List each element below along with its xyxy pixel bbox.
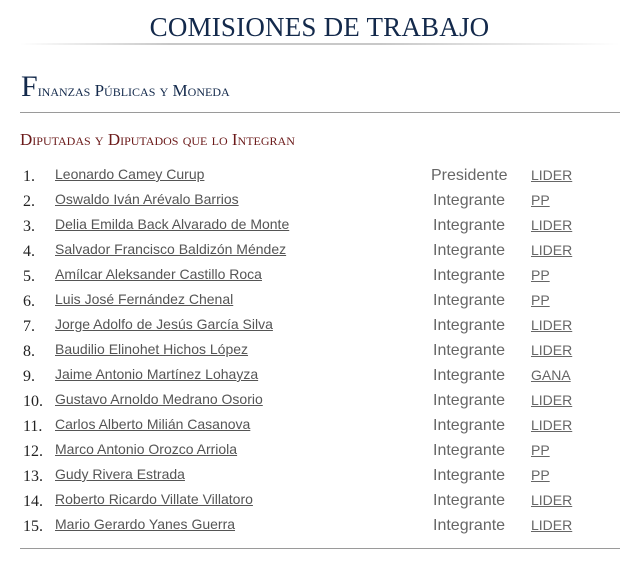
member-name-link[interactable]: Gustavo Arnoldo Medrano Osorio (55, 391, 263, 407)
member-role: Presidente (431, 167, 508, 184)
members-heading: Diputadas y Diputados que lo Integran (20, 130, 295, 149)
commission-name (21, 70, 230, 104)
member-name-link[interactable]: Gudy Rivera Estrada (55, 466, 185, 482)
member-row (0, 288, 639, 313)
member-row (0, 413, 639, 438)
member-role: Integrante (433, 217, 506, 234)
member-name-link[interactable]: Carlos Alberto Milián Casanova (55, 416, 251, 432)
member-role: Integrante (433, 242, 506, 259)
member-role: Integrante (433, 417, 506, 434)
member-name-link[interactable]: Amílcar Aleksander Castillo Roca (55, 266, 262, 282)
member-row (0, 313, 639, 338)
member-party-link[interactable]: LIDER (531, 342, 573, 358)
member-number: 8. (23, 343, 35, 360)
commission-name-rest: inanzas Públicas y Moneda (37, 81, 230, 100)
member-role: Integrante (433, 292, 506, 309)
member-role: Integrante (433, 192, 506, 209)
member-party-link[interactable]: PP (531, 267, 550, 283)
section-divider-top (20, 112, 620, 113)
member-name-link[interactable]: Baudilio Elinohet Hichos López (55, 341, 249, 357)
member-row (0, 263, 639, 288)
member-name-link[interactable]: Salvador Francisco Baldizón Méndez (55, 241, 287, 257)
member-number: 5. (23, 268, 35, 285)
member-role: Integrante (433, 442, 506, 459)
section-divider-bottom (20, 548, 620, 549)
member-row (0, 363, 639, 388)
member-row (0, 213, 639, 238)
member-name-link[interactable]: Marco Antonio Orozco Arriola (55, 441, 238, 457)
member-party-link[interactable]: LIDER (531, 317, 573, 333)
member-number: 4. (23, 243, 35, 260)
page-title: COMISIONES DE TRABAJO (149, 12, 490, 42)
member-party-link[interactable]: PP (531, 467, 550, 483)
member-row (0, 188, 639, 213)
member-role: Integrante (433, 317, 506, 334)
members-list (0, 163, 639, 538)
commission-name-initial: F (21, 70, 38, 103)
member-name-link[interactable]: Roberto Ricardo Villate Villatoro (55, 491, 253, 507)
member-role: Integrante (433, 367, 506, 384)
member-party-link[interactable]: PP (531, 292, 550, 308)
member-number: 3. (23, 218, 35, 235)
member-role: Integrante (433, 492, 506, 509)
member-party-link[interactable]: PP (531, 442, 550, 458)
member-name-link[interactable]: Leonardo Camey Curup (55, 166, 205, 182)
member-party-link[interactable]: LIDER (531, 392, 573, 408)
member-role: Integrante (433, 517, 506, 534)
member-number: 13. (23, 468, 43, 485)
member-number: 11. (23, 418, 43, 435)
member-party-link[interactable]: LIDER (531, 417, 573, 433)
member-role: Integrante (433, 267, 506, 284)
member-number: 7. (23, 318, 35, 335)
member-party-link[interactable]: LIDER (531, 517, 573, 533)
title-divider (20, 43, 620, 45)
member-name-link[interactable]: Mario Gerardo Yanes Guerra (55, 516, 236, 532)
member-role: Integrante (433, 467, 506, 484)
member-name-link[interactable]: Delia Emilda Back Alvarado de Monte (55, 216, 290, 232)
member-number: 2. (23, 193, 35, 210)
member-party-link[interactable]: GANA (531, 367, 571, 383)
member-number: 6. (23, 293, 35, 310)
member-row (0, 513, 639, 538)
member-party-link[interactable]: LIDER (531, 492, 573, 508)
member-number: 12. (23, 443, 43, 460)
member-row (0, 338, 639, 363)
member-row (0, 163, 639, 188)
member-row (0, 238, 639, 263)
member-row (0, 438, 639, 463)
member-name-link[interactable]: Luis José Fernández Chenal (55, 291, 234, 307)
member-number: 14. (23, 493, 43, 510)
member-number: 1. (23, 168, 35, 185)
member-row (0, 388, 639, 413)
member-number: 15. (23, 518, 43, 535)
member-role: Integrante (433, 392, 506, 409)
member-role: Integrante (433, 342, 506, 359)
member-number: 10. (23, 393, 43, 410)
member-party-link[interactable]: LIDER (531, 217, 573, 233)
member-row (0, 463, 639, 488)
member-name-link[interactable]: Jorge Adolfo de Jesús García Silva (55, 316, 273, 332)
member-name-link[interactable]: Jaime Antonio Martínez Lohayza (55, 366, 259, 382)
member-row (0, 488, 639, 513)
member-number: 9. (23, 368, 35, 385)
member-party-link[interactable]: PP (531, 192, 550, 208)
member-party-link[interactable]: LIDER (531, 167, 573, 183)
member-name-link[interactable]: Oswaldo Iván Arévalo Barrios (55, 191, 239, 207)
member-party-link[interactable]: LIDER (531, 242, 573, 258)
